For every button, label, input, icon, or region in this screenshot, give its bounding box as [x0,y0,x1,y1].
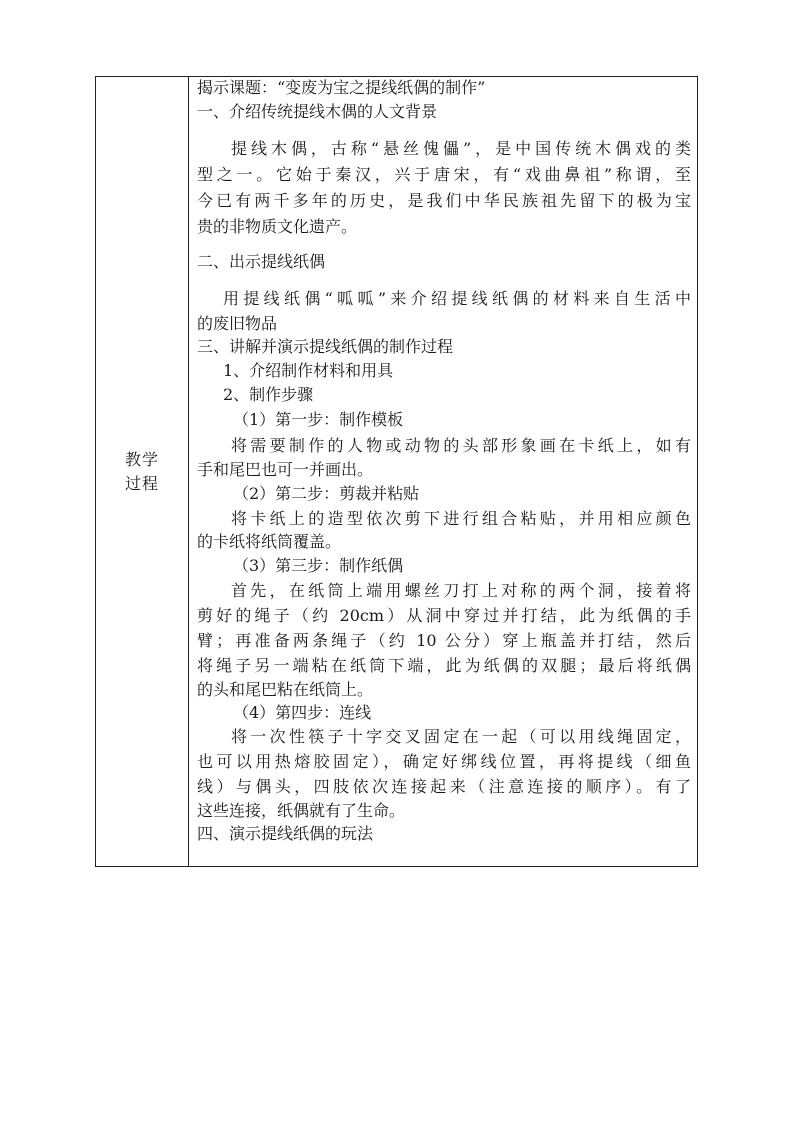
paragraph-line: 的头和尾巴粘在纸筒上。 [197,680,374,699]
row-label-line-1: 教学 [124,449,159,469]
paragraph-line: 贵的非物质文化遗产。 [197,217,358,236]
paragraph-line: 也可以用热熔胶固定），确定好绑线位置，再将提线（细鱼 [197,752,691,771]
step-heading: （1）第一步：制作模板 [233,410,404,429]
paragraph-line: 提线木偶，古称“悬丝傀儡”，是中国传统木偶戏的类 [231,139,691,158]
paragraph-line: 的卡纸将纸筒覆盖。 [197,532,342,551]
section-heading-3: 三、讲解并演示提线纸偶的制作过程 [197,337,454,356]
paragraph-line: 型之一。它始于秦汉，兴于唐宋，有“戏曲鼻祖”称谓，至 [197,165,691,184]
lesson-topic: 揭示课题：“变废为宝之提线纸偶的制作” [197,78,486,97]
row-label-line-2: 过程 [124,473,159,493]
lesson-table [95,76,698,867]
step-heading: （3）第三步：制作纸偶 [233,556,404,575]
subheading: 2、制作步骤 [223,385,314,404]
paragraph-line: 将卡纸上的造型依次剪下进行组合粘贴，并用相应颜色 [231,509,691,528]
paragraph-line: 将绳子另一端粘在纸筒下端，此为纸偶的双腿；最后将纸偶 [197,656,691,675]
section-heading-4: 四、演示提线纸偶的玩法 [197,824,374,843]
row-label [122,448,162,496]
paragraph-line: 首先，在纸筒上端用螺丝刀打上对称的两个洞，接着将 [231,581,691,600]
paragraph-line: 线）与偶头，四肢依次连接起来（注意连接的顺序）。有了 [197,777,691,796]
section-heading-1: 一、介绍传统提线木偶的人文背景 [197,102,438,121]
section-heading-2: 二、出示提线纸偶 [197,252,326,271]
subheading: 1、介绍制作材料和用具 [223,361,394,380]
paragraph-line: 手和尾巴也可一并画出。 [197,460,374,479]
paragraph-line: 今已有两千多年的历史，是我们中华民族祖先留下的极为宝 [197,191,691,210]
paragraph-line: 这些连接，纸偶就有了生命。 [197,801,406,820]
paragraph-line: 将一次性筷子十字交叉固定在一起（可以用线绳固定， [231,727,691,746]
step-heading: （4）第四步：连线 [233,703,372,722]
step-heading: （2）第二步：剪裁并粘贴 [233,484,420,503]
row-label-cell [96,77,188,866]
column-divider [188,77,189,866]
paragraph-line: 用提线纸偶“呱呱”来介绍提线纸偶的材料来自生活中 [223,289,691,308]
paragraph-line: 剪好的绳子（约 20cm）从洞中穿过并打结，此为纸偶的手 [197,606,691,625]
paragraph-line: 臂；再准备两条绳子（约 10 公分）穿上瓶盖并打结，然后 [197,631,691,650]
paragraph-line: 的废旧物品 [197,314,278,333]
paragraph-line: 将需要制作的人物或动物的头部形象画在卡纸上，如有 [231,436,691,455]
